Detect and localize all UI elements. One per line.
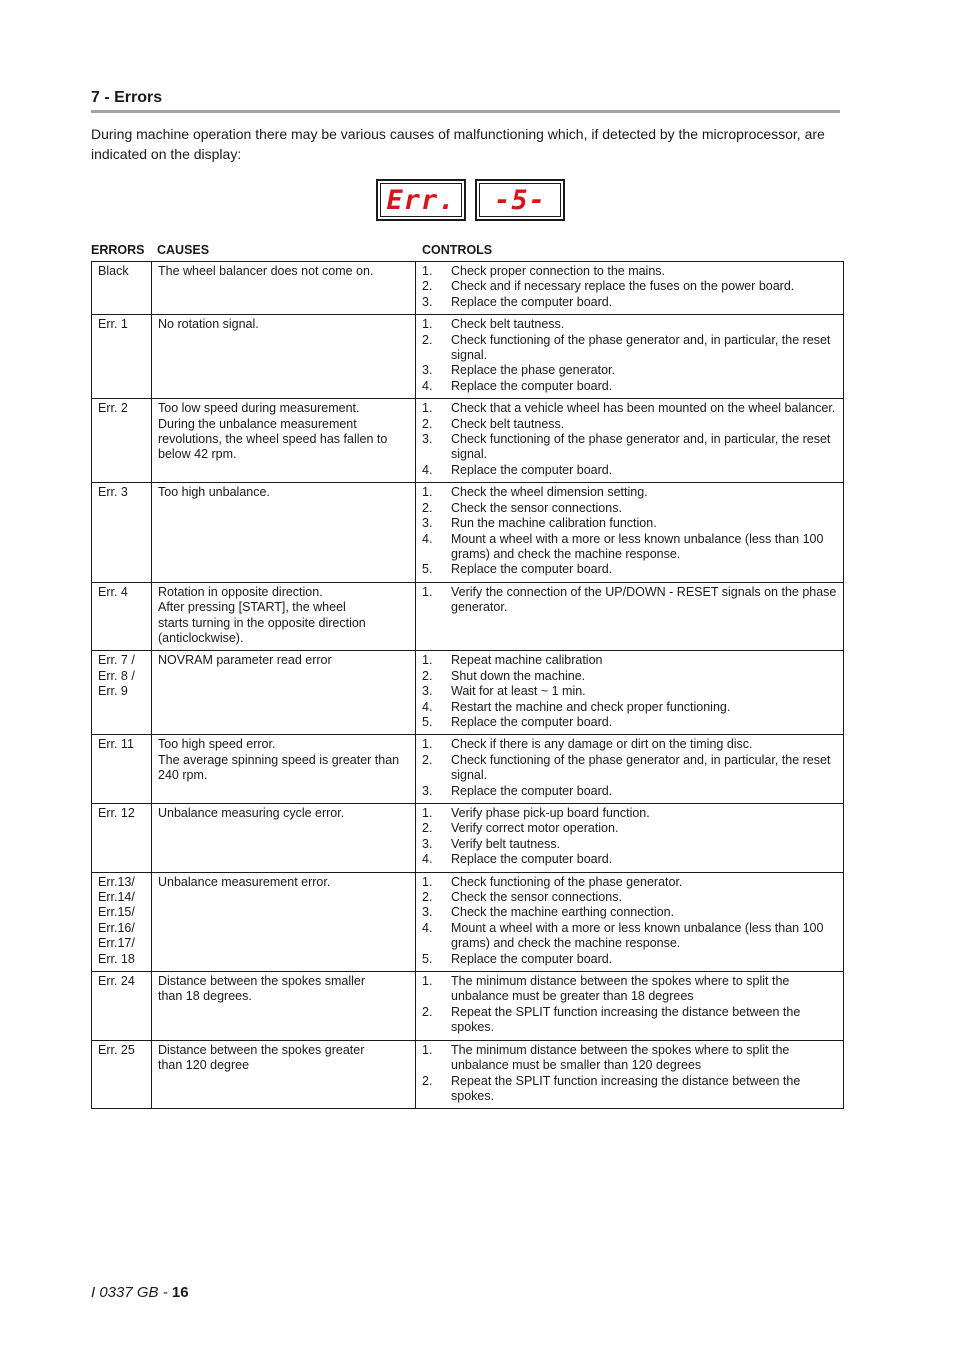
control-step-text: Replace the computer board. (451, 951, 613, 966)
control-step-text: Replace the computer board. (451, 378, 613, 393)
control-step-text: Check the sensor connections. (451, 890, 622, 905)
control-step (422, 684, 837, 699)
error-code-cell: Err. 24 (92, 972, 152, 1041)
error-code-cell: Err. 25 (92, 1040, 152, 1109)
control-step (422, 379, 837, 394)
control-step (422, 974, 837, 1005)
controls-list (422, 264, 837, 310)
control-step-text: Mount a wheel with a more or less known unbalance (less than 100 grams) and check the machine response. (451, 920, 824, 951)
control-step-number: 2. (422, 821, 433, 836)
cause-cell: Distance between the spokes smaller than 18 degrees. (152, 972, 416, 1041)
control-step-number: 2. (422, 1004, 433, 1019)
control-step-text: Check the wheel dimension setting. (451, 485, 648, 500)
page-title: 7 - Errors (91, 88, 840, 113)
control-step-number: 2. (422, 890, 433, 905)
controls-list (422, 806, 837, 868)
controls-cell (416, 315, 844, 399)
controls-cell (416, 972, 844, 1041)
control-step (422, 295, 837, 310)
control-step (422, 753, 837, 784)
control-step-text: Replace the computer board. (451, 294, 613, 309)
table-row (92, 399, 844, 483)
control-step (422, 669, 837, 684)
control-step-text: Verify belt tautness. (451, 836, 561, 851)
intro-paragraph: During machine operation there may be various causes of malfunctioning which, if detected by the microprocessor, are indicated on the display: (91, 126, 825, 162)
display-readout-code: -5- (494, 184, 546, 216)
control-step-number: 4. (422, 920, 433, 935)
footer-page-number: 16 (171, 1284, 189, 1301)
control-step (422, 852, 837, 867)
table-row (92, 735, 844, 804)
control-step (422, 516, 837, 531)
control-step-text: Replace the computer board. (451, 852, 613, 867)
display-readout-err: Err. (386, 184, 456, 216)
control-step-text: Check the sensor connections. (451, 500, 622, 515)
control-step-text: The minimum distance between the spokes where to split the unbalance must be greater than 18 degrees (451, 974, 790, 1004)
control-step-number: 5. (422, 951, 433, 966)
control-step (422, 432, 837, 463)
display-panel-left (376, 179, 466, 221)
causes-column-header: CAUSES (157, 243, 210, 257)
control-step (422, 1043, 837, 1074)
controls-list (422, 317, 837, 394)
control-step (422, 401, 837, 416)
control-step (422, 952, 837, 967)
control-step-text: Check and if necessary replace the fuses on the power board. (451, 279, 795, 294)
errors-column-header: ERRORS (91, 243, 145, 257)
control-step-text: Check the machine earthing connection. (451, 905, 675, 920)
control-step (422, 562, 837, 577)
controls-cell (416, 651, 844, 735)
control-step-number: 1. (422, 264, 433, 278)
controls-cell (416, 1040, 844, 1109)
cause-cell: Rotation in opposite direction. After pressing [START], the wheel starts turning in the opposite direction (anticlockwise). (152, 582, 416, 651)
control-step-number: 3. (422, 836, 433, 851)
control-step-number: 2. (422, 1073, 433, 1088)
control-step (422, 585, 837, 616)
controls-list (422, 1043, 837, 1105)
control-step (422, 821, 837, 836)
cause-cell: No rotation signal. (152, 315, 416, 399)
control-step-number: 2. (422, 500, 433, 515)
control-step (422, 279, 837, 294)
control-step-number: 3. (422, 294, 433, 309)
control-step-text: Replace the computer board. (451, 714, 613, 729)
control-step-number: 2. (422, 279, 433, 294)
control-step-number: 1. (422, 653, 433, 668)
control-step-text: Restart the machine and check proper functioning. (451, 699, 731, 714)
control-step-text: Check that a vehicle wheel has been mounted on the wheel balancer. (451, 401, 836, 416)
control-step-number: 1. (422, 317, 433, 332)
error-code-cell: Black (92, 262, 152, 315)
control-step-text: Check belt tautness. (451, 416, 565, 431)
control-step (422, 837, 837, 852)
control-step-number: 1. (422, 737, 433, 752)
control-step (422, 333, 837, 364)
control-step (422, 532, 837, 563)
control-step-number: 1. (422, 485, 433, 500)
controls-cell (416, 872, 844, 971)
control-step-number: 1. (422, 1042, 433, 1057)
control-step (422, 264, 837, 279)
control-step-number: 1. (422, 584, 433, 599)
control-step-text: Shut down the machine. (451, 668, 586, 683)
cause-cell: The wheel balancer does not come on. (152, 262, 416, 315)
control-step-text: Repeat the SPLIT function increasing the distance between the spokes. (451, 1073, 801, 1103)
controls-cell (416, 582, 844, 651)
controls-list (422, 585, 837, 616)
control-step-number: 1. (422, 874, 433, 889)
control-step-number: 1. (422, 974, 433, 989)
control-step-text: The minimum distance between the spokes where to split the unbalance must be smaller than 120 degrees (451, 1042, 790, 1073)
error-code-cell: Err. 7 / Err. 8 / Err. 9 (92, 651, 152, 735)
cause-cell: Unbalance measurement error. (152, 872, 416, 971)
control-step-text: Verify the connection of the UP/DOWN - RESET signals on the phase generator. (451, 584, 837, 615)
errors-table (91, 261, 844, 1109)
control-step-text: Check functioning of the phase generator. (451, 874, 683, 889)
control-step-number: 1. (422, 806, 433, 820)
error-code-cell: Err. 4 (92, 582, 152, 651)
error-code-cell: Err. 1 (92, 315, 152, 399)
control-step (422, 921, 837, 952)
table-row (92, 483, 844, 582)
control-step-number: 3. (422, 363, 433, 378)
control-step-text: Check belt tautness. (451, 317, 565, 332)
control-step-text: Replace the phase generator. (451, 363, 616, 378)
control-step-number: 3. (422, 783, 433, 798)
table-row (92, 315, 844, 399)
control-step-number: 2. (422, 416, 433, 431)
control-step-text: Check functioning of the phase generator and, in particular, the reset signal. (451, 332, 831, 363)
control-step-text: Wait for at least ~ 1 min. (451, 684, 586, 699)
control-step (422, 417, 837, 432)
controls-list (422, 974, 837, 1036)
control-step (422, 875, 837, 890)
footer-doc-code: I 0337 GB - (91, 1284, 172, 1301)
controls-cell (416, 262, 844, 315)
table-row (92, 1040, 844, 1109)
error-code-cell: Err. 3 (92, 483, 152, 582)
control-step (422, 1074, 837, 1105)
error-code-cell: Err. 12 (92, 804, 152, 873)
control-step (422, 905, 837, 920)
control-step-text: Check functioning of the phase generator and, in particular, the reset signal. (451, 432, 831, 462)
control-step (422, 463, 837, 478)
control-step-number: 2. (422, 668, 433, 683)
control-step-text: Verify phase pick-up board function. (451, 806, 650, 820)
table-row (92, 972, 844, 1041)
cause-cell: Too high speed error. The average spinning speed is greater than 240 rpm. (152, 735, 416, 804)
control-step-number: 3. (422, 684, 433, 699)
control-step-text: Repeat the SPLIT function increasing the distance between the spokes. (451, 1004, 801, 1035)
control-step-text: Check proper connection to the mains. (451, 264, 666, 278)
control-step-number: 4. (422, 378, 433, 393)
control-step (422, 737, 837, 752)
controls-cell (416, 735, 844, 804)
control-step (422, 890, 837, 905)
table-row (92, 804, 844, 873)
display-panel-right (475, 179, 565, 221)
control-step-text: Check if there is any damage or dirt on the timing disc. (451, 737, 753, 752)
table-row (92, 262, 844, 315)
control-step-text: Check functioning of the phase generator and, in particular, the reset signal. (451, 752, 831, 783)
control-step-text: Verify correct motor operation. (451, 821, 619, 836)
control-step-number: 3. (422, 516, 433, 531)
error-code-cell: Err. 2 (92, 399, 152, 483)
control-step-number: 4. (422, 699, 433, 714)
control-step-number: 3. (422, 432, 433, 447)
controls-column-header: CONTROLS (422, 243, 493, 257)
control-step (422, 653, 837, 668)
control-step (422, 715, 837, 730)
control-step-text: Repeat machine calibration (451, 653, 603, 668)
table-row (92, 582, 844, 651)
control-step-number: 3. (422, 905, 433, 920)
controls-cell (416, 804, 844, 873)
control-step-text: Replace the computer board. (451, 783, 613, 798)
controls-cell (416, 399, 844, 483)
control-step (422, 1005, 837, 1036)
table-row (92, 651, 844, 735)
control-step (422, 317, 837, 332)
error-code-cell: Err.13/ Err.14/ Err.15/ Err.16/ Err.17/ Err. 18 (92, 872, 152, 971)
control-step-number: 2. (422, 332, 433, 347)
table-row (92, 872, 844, 971)
controls-list (422, 653, 837, 730)
control-step (422, 485, 837, 500)
control-step-text: Replace the computer board. (451, 462, 613, 477)
control-step-text: Mount a wheel with a more or less known unbalance (less than 100 grams) and check the machine response. (451, 531, 824, 561)
control-step-number: 4. (422, 462, 433, 477)
control-step (422, 700, 837, 715)
cause-cell: Too low speed during measurement. During the unbalance measurement revolutions, the wheel speed has fallen to below 42 rpm. (152, 399, 416, 483)
control-step (422, 784, 837, 799)
cause-cell: NOVRAM parameter read error (152, 651, 416, 735)
error-code-cell: Err. 11 (92, 735, 152, 804)
controls-cell (416, 483, 844, 582)
control-step-number: 4. (422, 852, 433, 867)
control-step-number: 2. (422, 752, 433, 767)
control-step (422, 363, 837, 378)
control-step-text: Replace the computer board. (451, 562, 613, 577)
control-step (422, 806, 837, 821)
controls-list (422, 875, 837, 967)
control-step-number: 1. (422, 401, 433, 416)
control-step-number: 4. (422, 531, 433, 546)
control-step-text: Run the machine calibration function. (451, 516, 657, 531)
controls-list (422, 485, 837, 577)
control-step-number: 5. (422, 714, 433, 729)
control-step-number: 5. (422, 562, 433, 577)
cause-cell: Too high unbalance. (152, 483, 416, 582)
control-step (422, 501, 837, 516)
controls-list (422, 737, 837, 799)
controls-list (422, 401, 837, 478)
cause-cell: Unbalance measuring cycle error. (152, 804, 416, 873)
cause-cell: Distance between the spokes greater than 120 degree (152, 1040, 416, 1109)
page-footer (91, 1284, 189, 1301)
